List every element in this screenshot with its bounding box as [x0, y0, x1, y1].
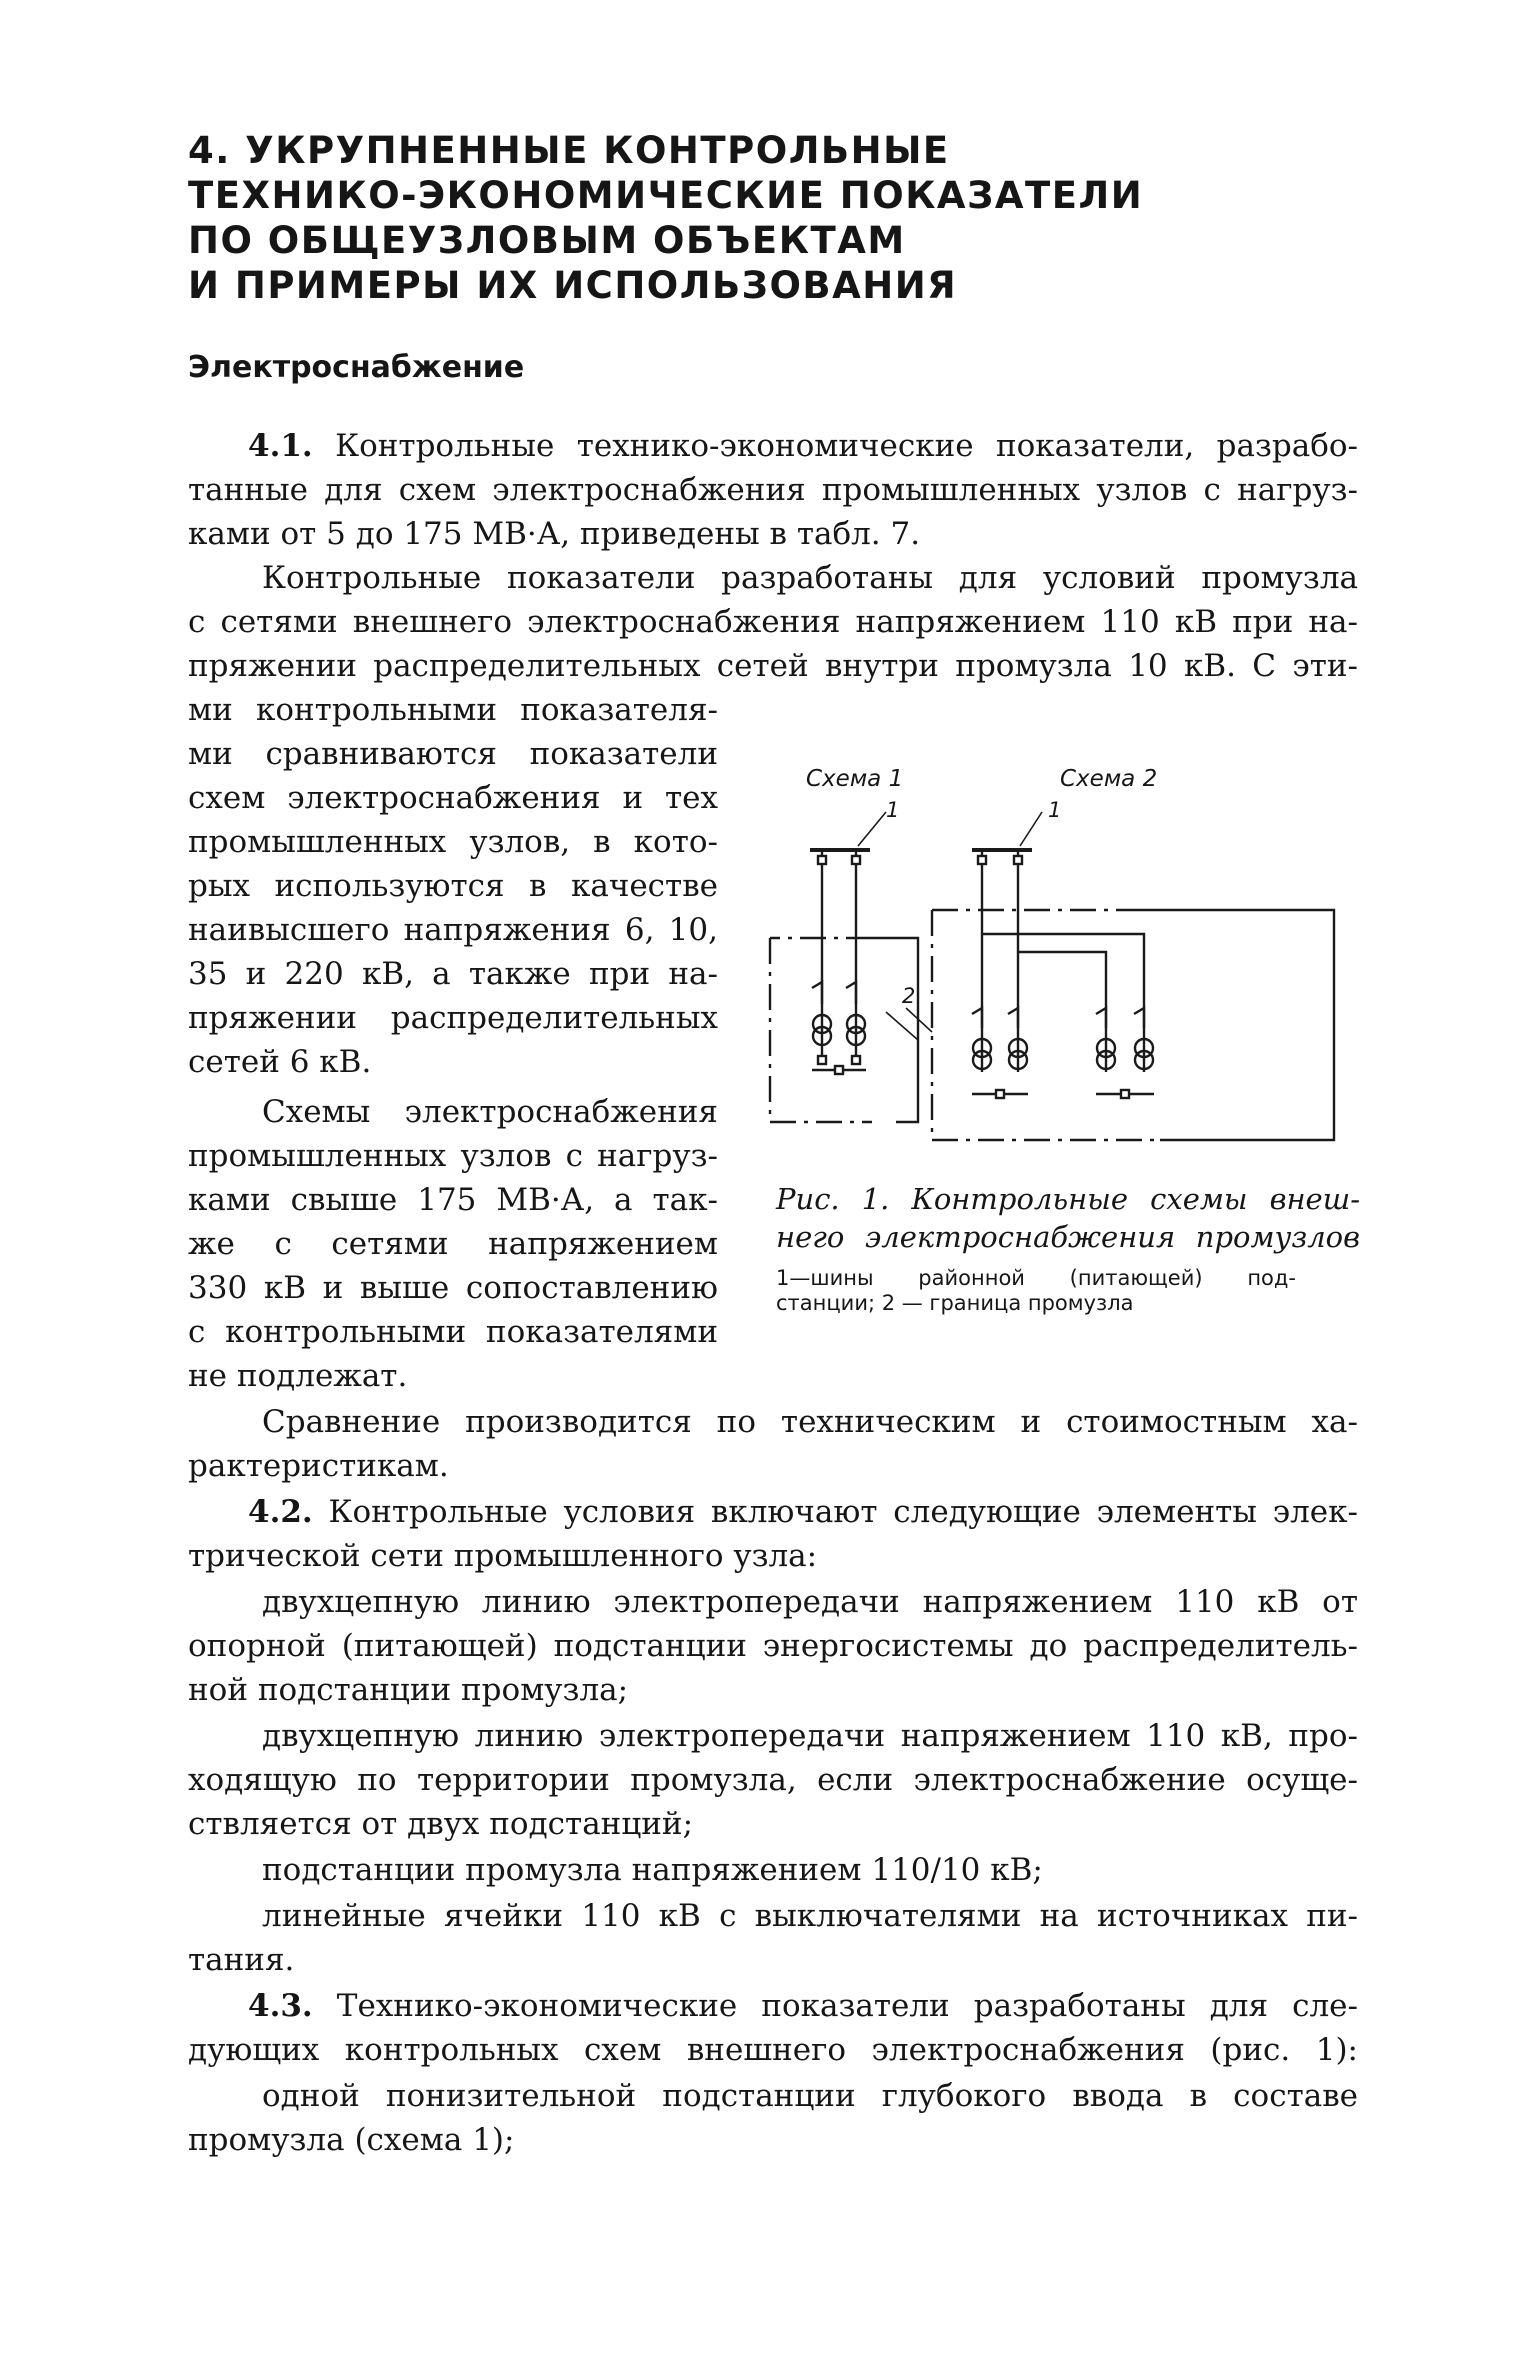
paragraph-line: наивысшего напряжения 6, 10,: [188, 912, 718, 948]
figure-1-schemes: [760, 752, 1360, 1172]
scheme2-switch: [1096, 1008, 1106, 1028]
paragraph-line: с сетями внешнего электроснабжения напряжением 110 кВ при на-: [188, 604, 1358, 640]
paragraph-4-1-line: ками от 5 до 175 МВ·А, приведены в табл. 7.: [188, 516, 921, 552]
paragraph-line: с контрольными показателями: [188, 1314, 718, 1350]
list-item-line: линейные ячейки 110 кВ с выключателями на источниках пи-: [262, 1898, 1358, 1934]
paragraph-line: схем электроснабжения и тех: [188, 780, 718, 816]
chapter-title-line: 4. УКРУПНЕННЫЕ КОНТРОЛЬНЫЕ: [188, 129, 950, 172]
marker-2: 2: [902, 984, 916, 1008]
scheme1-switch: [846, 982, 856, 1004]
chapter-title: [188, 128, 1388, 308]
paragraph-line: Контрольные показатели разработаны для условий промузла: [262, 560, 1358, 596]
leader-2: [886, 1012, 918, 1040]
paragraph-line: рых используются в качестве: [188, 868, 718, 904]
paragraph-4-3-line: дующих контрольных схем внешнего электроснабжения (рис. 1):: [188, 2032, 1358, 2068]
scheme2-label: Схема 2: [1060, 766, 1158, 792]
scheme1-switch: [812, 982, 822, 1004]
scheme1-label: Схема 1: [806, 766, 904, 792]
paragraph-line: пряжении распределительных сетей внутри промузла 10 кВ. С эти-: [188, 648, 1358, 684]
figure-legend: 1—шины районной (питающей) под-: [776, 1266, 1296, 1290]
leader-1: [858, 812, 886, 846]
paragraph-4-3-line: 4.3. Технико-экономические показатели разработаны для сле-: [248, 1988, 1358, 2024]
paragraph-line: сетей 6 кВ.: [188, 1044, 372, 1080]
marker-1: 1: [886, 798, 900, 822]
scheme2-line-to-sub2: [982, 934, 1144, 1010]
paragraph-line: промышленных узлов с нагруз-: [188, 1138, 718, 1174]
list-item-line: двухцепную линию электропередачи напряжением 110 кВ, про-: [262, 1718, 1358, 1754]
scheme2-boundary: [932, 910, 1160, 1140]
paragraph-4-2-line: трической сети промышленного узла:: [188, 1538, 818, 1574]
scheme2-line-to-sub2: [1018, 952, 1106, 1010]
scheme1-boundary-solid: [872, 938, 918, 1122]
scheme1-breaker: [818, 856, 826, 864]
chapter-title-line: ПО ОБЩЕУЗЛОВЫМ ОБЪЕКТАМ: [188, 219, 906, 262]
paragraph-4-1-line: танные для схем электроснабжения промышленных узлов с нагруз-: [188, 472, 1358, 508]
paragraph-line: не подлежат.: [188, 1358, 408, 1394]
paragraph-line: 35 и 220 кВ, а также при на-: [188, 956, 718, 992]
list-item-line: тания.: [188, 1942, 295, 1978]
chapter-title-line: ТЕХНИКО-ЭКОНОМИЧЕСКИЕ ПОКАЗАТЕЛИ: [188, 174, 1144, 217]
paragraph-line: промышленных узлов, в кото-: [188, 824, 718, 860]
figure-legend: станции; 2 — граница промузла: [776, 1291, 1134, 1315]
list-item-line: одной понизительной подстанции глубокого ввода в составе: [262, 2078, 1358, 2114]
figure-caption: него электроснабжения промузлов: [776, 1220, 1360, 1254]
paragraph-line: ми сравниваются показатели: [188, 736, 718, 772]
paragraph-line: Сравнение производится по техническим и стоимостным ха-: [262, 1404, 1358, 1440]
paragraph-number: 4.1.: [248, 428, 313, 464]
list-item-line: ходящую по территории промузла, если электроснабжение осуще-: [188, 1762, 1358, 1798]
scheme2-boundary-solid: [1134, 910, 1334, 1140]
paragraph-number: 4.3.: [248, 1988, 313, 2024]
diagram-lines: [770, 812, 1334, 1140]
list-item-line: ствляется от двух подстанций;: [188, 1806, 694, 1842]
leader-1: [1020, 812, 1042, 846]
paragraph-line: ками свыше 175 МВ·А, а так-: [188, 1182, 718, 1218]
paragraph-number: 4.2.: [248, 1494, 313, 1530]
paragraph-line: 330 кВ и выше сопоставлению: [188, 1270, 718, 1306]
paragraph-4-2-line: 4.2. Контрольные условия включают следующие элементы элек-: [248, 1494, 1358, 1530]
paragraph-line: Схемы электроснабжения: [262, 1094, 718, 1130]
paragraph-line: рактеристикам.: [188, 1448, 449, 1484]
list-item-line: промузла (схема 1);: [188, 2122, 515, 2158]
scheme2-switch: [1134, 1008, 1144, 1028]
list-item-line: ной подстанции промузла;: [188, 1672, 629, 1708]
marker-1: 1: [1048, 798, 1062, 822]
paragraph-line: же с сетями напряжением: [188, 1226, 718, 1262]
list-item-line: опорной (питающей) подстанции энергосистемы до распределитель-: [188, 1628, 1358, 1664]
chapter-title-line: И ПРИМЕРЫ ИХ ИСПОЛЬЗОВАНИЯ: [188, 264, 958, 307]
paragraph-line: пряжении распределительных: [188, 1000, 718, 1036]
paragraph-line: ми контрольными показателя-: [188, 692, 718, 728]
paragraph-4-1-line: 4.1. Контрольные технико-экономические показатели, разрабо-: [248, 428, 1358, 464]
scheme1-breaker: [852, 856, 860, 864]
figure-caption: Рис. 1. Контрольные схемы внеш-: [776, 1182, 1360, 1216]
section-heading: Электроснабжение: [188, 350, 525, 385]
scheme2-switch: [972, 1008, 982, 1028]
list-item-line: двухцепную линию электропередачи напряжением 110 кВ от: [262, 1584, 1358, 1620]
scheme2-switch: [1008, 1008, 1018, 1028]
list-item-line: подстанции промузла напряжением 110/10 кВ;: [262, 1852, 1043, 1888]
